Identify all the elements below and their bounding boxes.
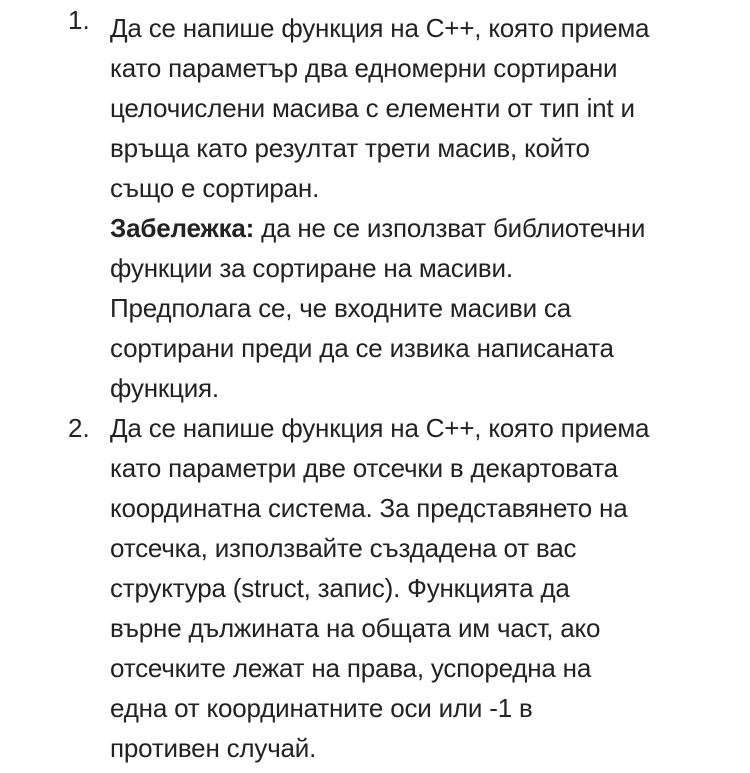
- task-2-line-8: една от координатните оси или -1 в: [110, 693, 533, 723]
- task-1-line-2: като параметър два едномерни сортирани: [110, 53, 618, 83]
- note-label: Забележка:: [110, 213, 255, 243]
- task-1-line-1: Да се напише функция на C++, която приема: [110, 13, 650, 43]
- task-1-statement: [110, 8, 726, 208]
- task-2-line-6: върне дължината на общата им част, ако: [110, 613, 601, 643]
- note-first-line-rest: да не се използват библиотечни: [254, 213, 646, 243]
- note-first-line: [110, 208, 726, 248]
- task-2-line-2: като параметри две отсечки в декартовата: [110, 453, 618, 483]
- task-2-line-5: структура (struct, запис). Функцията да: [110, 573, 570, 603]
- note-line-4: сортирани преди да се извика написаната: [110, 333, 614, 363]
- task-2-line-3: координатна система. За представянето на: [110, 493, 628, 523]
- task-number-1: 1.: [68, 5, 90, 35]
- task-2-line-7: отсечките лежат на права, успоредна на: [110, 653, 592, 683]
- task-2-line-4: отсечка, използвайте създадена от вас: [110, 533, 577, 563]
- note-line-5: функция.: [110, 373, 219, 403]
- task-2-statement: [110, 408, 726, 768]
- task-1-line-4: връща като резултат трети масив, който: [110, 133, 590, 163]
- task-number-2: 2.: [68, 413, 90, 443]
- task-1-line-5: също е сортиран.: [110, 173, 320, 203]
- task-2-line-9: противен случай.: [110, 733, 317, 763]
- task-1-line-3: целочислени масива с елементи от тип int и: [110, 93, 635, 123]
- task-2-line-1: Да се напише функция на C++, която приема: [110, 413, 650, 443]
- note-line-3: Предполага се, че входните масиви са: [110, 293, 571, 323]
- task-1-note: [110, 208, 726, 408]
- note-line-2: функции за сортиране на масиви.: [110, 253, 513, 283]
- task-item-2: [0, 408, 750, 768]
